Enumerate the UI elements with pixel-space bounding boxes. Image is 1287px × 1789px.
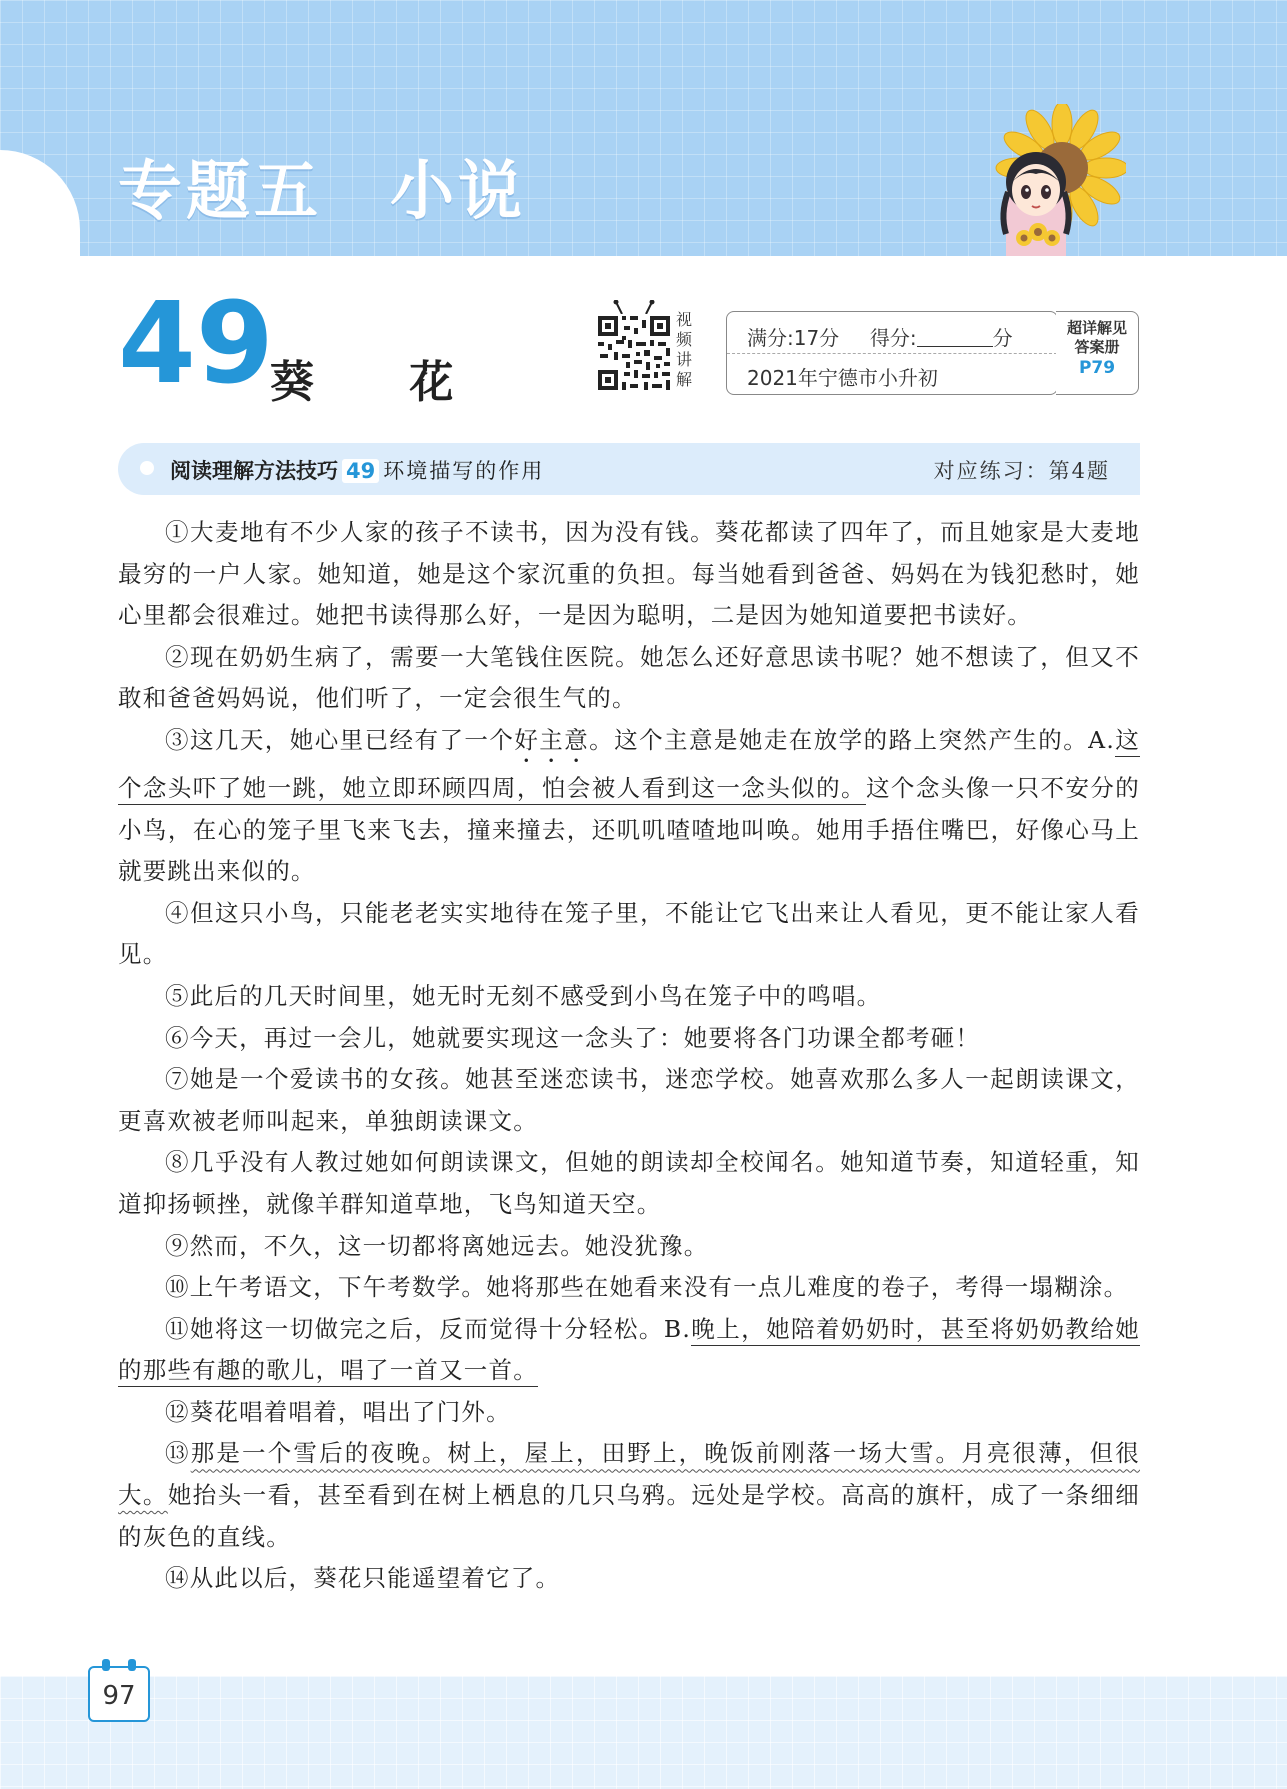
paragraph-14: ⑭从此以后，葵花只能遥望着它了。: [165, 1564, 561, 1593]
emphasized-phrase: 好主意: [514, 725, 590, 754]
underlined-sentence-a: 这个念头吓了她一跳，她立即环顾四周，怕会被人看到这一念头似的。: [118, 726, 1140, 805]
paragraph-11: [118, 1309, 1140, 1392]
tip-topic: 环境描写的作用: [383, 459, 545, 483]
paragraph-2: ②现在奶奶生病了，需要一大笔钱住医院。她怎么还好意思读书呢？她不想读了，但又不敢和爸爸妈妈说，他们听了，一定会很生气的。: [118, 642, 1140, 713]
wavy-underlined-sentence: 那是一个雪后的夜晚。树上，屋上，田野上，晚饭前刚落一场大雪。月亮很薄，但很大。: [118, 1439, 1140, 1510]
got-score-label: 得分:: [869, 326, 917, 350]
tip-label: 阅读理解方法技巧: [170, 459, 338, 483]
lesson-number: 49: [118, 279, 274, 409]
score-blank[interactable]: [917, 328, 993, 347]
unit-title: 专题五 小说: [118, 155, 526, 229]
exam-source: 2021年宁德市小升初: [747, 366, 938, 390]
paragraph-1: ①大麦地有不少人家的孩子不读书，因为没有钱。葵花都读了四年了，而且她家是大麦地最穷的一户人家。她知道，她是这个家沉重的负担。每当她看到爸爸、妈妈在为钱犯愁时，她心里都会很难过。她把书读得那么好，一是因为聪明，二是因为她知道要把书读好。: [118, 518, 1140, 630]
full-score: 满分:17分: [747, 326, 840, 350]
paragraph-9: ⑨然而，不久，这一切都将离她远去。她没犹豫。: [165, 1231, 709, 1260]
paragraph-3: [118, 720, 1140, 893]
paragraph-12: ⑫葵花唱着唱着，唱出了门外。: [165, 1397, 511, 1426]
score-row: [747, 322, 1013, 351]
answer-ref-line2: 答案册: [1074, 338, 1120, 356]
calendar-ring-icon: [128, 1659, 136, 1671]
paragraph-13-marker: ⑬: [165, 1439, 191, 1468]
paragraph-8: ⑧几乎没有人教过她如何朗读课文，但她的朗读却全校闻名。她知道节奏，知道轻重，知道抑扬顿挫，就像羊群知道草地，飞鸟知道天空。: [118, 1148, 1140, 1218]
qr-code-icon[interactable]: [596, 300, 672, 394]
paragraph-3-start: ③这几天，她心里已经有了一个: [165, 725, 515, 754]
paragraph-13: [118, 1433, 1140, 1558]
paragraph-5: ⑤此后的几天时间里，她无时无刻不感受到小鸟在笼子中的鸣唱。: [165, 981, 882, 1010]
paragraph-7: ⑦她是一个爱读书的女孩。她甚至迷恋读书，迷恋学校。她喜欢那么多人一起朗读课文，更喜欢被老师叫起来，单独朗读课文。: [118, 1065, 1140, 1135]
qr-video-label: 视频讲解: [676, 310, 693, 389]
paragraph-10: ⑩上午考语文，下午考数学。她将那些在她看来没有一点儿难度的卷子，考得一塌糊涂。: [165, 1273, 1129, 1302]
page-number-badge: [88, 1666, 150, 1722]
score-box: [726, 311, 1058, 395]
page-number: 97: [102, 1681, 136, 1711]
paragraph-6: ⑥今天，再过一会儿，她就要实现这一念头了：她要将各门功课全都考砸！: [165, 1023, 981, 1052]
paragraph-3-mid: 。这个主意是她走在放学的路上突然产生的。A.: [589, 725, 1116, 754]
paragraph-4: ④但这只小鸟，只能老老实实地待在笼子里，不能让它飞出来让人看见，更不能让家人看见。: [118, 898, 1140, 969]
method-tip-bar: [118, 443, 1140, 495]
tip-number: 49: [342, 459, 379, 483]
paragraph-3-end: 这个念头像一只不安分的小鸟，在心的笼子里飞来飞去，撞来撞去，还叽叽喳喳地叫唤。她用手捂住嘴巴，好像心马上就要跳出来似的。: [118, 773, 1141, 886]
calendar-ring-icon: [102, 1659, 110, 1671]
score-divider: [727, 353, 1057, 354]
paragraph-11-start: ⑪她将这一切做完之后，反而觉得十分轻松。B.: [165, 1314, 692, 1343]
bullet-dot-icon: [140, 461, 154, 475]
answer-reference: [1056, 311, 1139, 395]
lesson-title: 葵 花: [270, 357, 494, 408]
paragraph-13-end: 她抬头一看，甚至看到在树上栖息的几只乌鸦。远处是学校。高高的旗杆，成了一条细细的灰色的直线。: [118, 1481, 1140, 1551]
reading-passage: [118, 512, 1140, 1600]
answer-ref-page: P79: [1078, 358, 1116, 378]
sunflower-girl-illustration: [966, 104, 1126, 256]
answer-ref-line1: 超详解见: [1066, 319, 1127, 337]
practice-reference: 对应练习：第4题: [933, 459, 1110, 483]
footer-band: [0, 1676, 1287, 1789]
score-unit: 分: [992, 326, 1013, 350]
underlined-sentence-b: 晚上，她陪着奶奶时，甚至将奶奶教给她的那些有趣的歌儿，唱了一首又一首。: [118, 1315, 1140, 1388]
method-tip: [170, 455, 544, 485]
